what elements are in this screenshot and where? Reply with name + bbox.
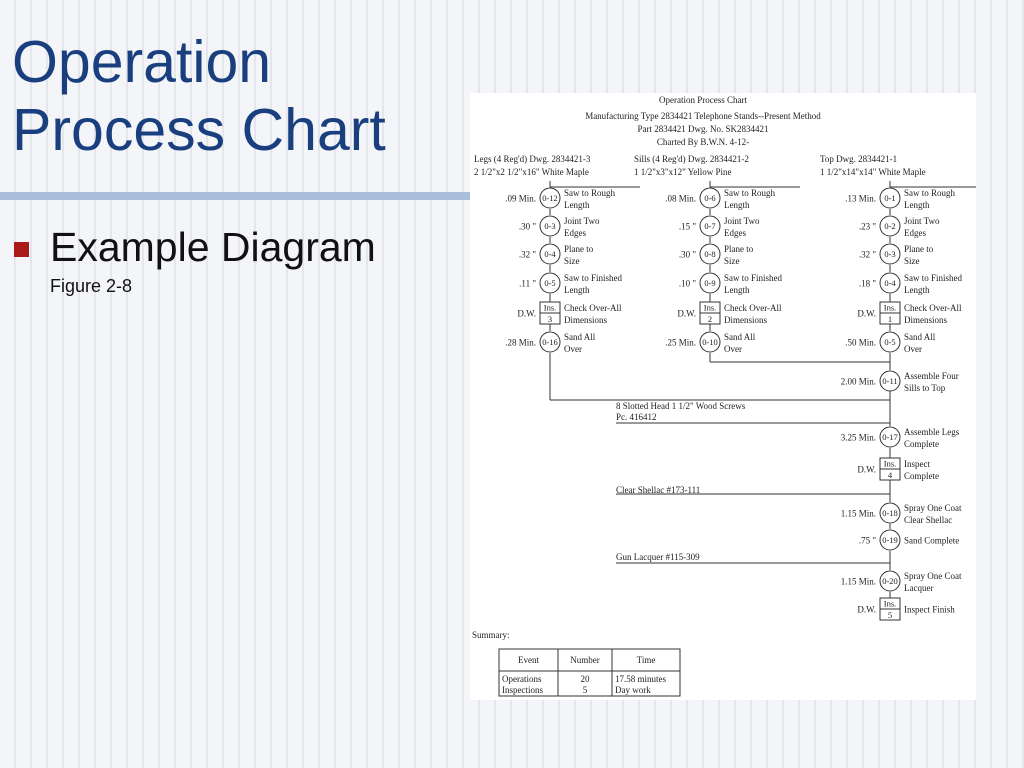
- step-description: Spray One Coat: [904, 503, 962, 513]
- material-feed-label: Pc. 416412: [616, 412, 657, 422]
- operation-code: 0-12: [542, 193, 558, 204]
- step-description: Edges: [564, 228, 586, 238]
- operation-process-chart: [470, 93, 976, 700]
- step-description: Length: [564, 200, 590, 210]
- operation-code: 0-5: [884, 337, 896, 348]
- column-heading: 1 1/2"x3"x12" Yellow Pine: [634, 167, 732, 177]
- step-description: Sand Complete: [904, 535, 960, 546]
- summary-cell: Inspections: [502, 685, 543, 695]
- summary-header: Number: [570, 655, 600, 665]
- column-heading: Top Dwg. 2834421-1: [820, 154, 898, 164]
- step-description: Complete: [904, 471, 939, 481]
- step-time: .30 ": [678, 249, 696, 260]
- inspection-code: 2: [707, 314, 713, 324]
- process-chart-figure: [470, 93, 976, 700]
- operation-code: 0-1: [884, 193, 896, 204]
- step-description: Saw to Rough: [564, 188, 616, 198]
- step-description: Saw to Rough: [904, 188, 956, 198]
- step-description: Sills to Top: [904, 383, 946, 393]
- operation-code: 0-8: [704, 249, 716, 260]
- step-description: Saw to Rough: [724, 188, 776, 198]
- step-description: Sand All: [564, 332, 596, 342]
- figure-caption: Figure 2-8: [50, 276, 133, 296]
- step-description: Sand All: [724, 332, 756, 342]
- step-description: Dimensions: [904, 315, 948, 325]
- step-time: 3.25 Min.: [840, 432, 876, 443]
- step-description: Joint Two: [564, 216, 600, 226]
- step-description: Sand All: [904, 332, 936, 342]
- step-description: Inspect Finish: [904, 604, 955, 615]
- material-feed-label: Gun Lacquer #115-309: [616, 552, 700, 562]
- summary-header: Event: [518, 655, 539, 665]
- step-description: Assemble Legs: [904, 427, 960, 437]
- step-time: .11 ": [519, 278, 536, 289]
- inspection-code: Ins.: [543, 302, 557, 313]
- step-description: Saw to Finished: [904, 273, 963, 283]
- step-time: .25 Min.: [665, 337, 696, 348]
- chart-header-line: Part 2834421 Dwg. No. SK2834421: [637, 124, 769, 134]
- operation-code: 0-2: [884, 221, 896, 232]
- step-time: .32 ": [858, 249, 876, 260]
- operation-code: 0-7: [704, 221, 716, 232]
- summary-cell: 17.58 minutes: [615, 674, 666, 684]
- operation-code: 0-4: [884, 278, 896, 289]
- step-description: Plane to: [724, 244, 754, 254]
- chart-header-line: Operation Process Chart: [659, 95, 747, 105]
- operation-code: 0-19: [882, 535, 898, 546]
- step-description: Plane to: [564, 244, 594, 254]
- column-heading: 1 1/2"x14"x14" White Maple: [820, 167, 926, 177]
- step-description: Joint Two: [724, 216, 760, 226]
- summary-label: Summary:: [472, 630, 510, 640]
- summary-cell: 20: [580, 674, 590, 684]
- operation-code: 0-10: [702, 337, 718, 348]
- step-description: Check Over-All: [564, 303, 622, 313]
- step-time: .09 Min.: [505, 193, 536, 204]
- inspection-code: 4: [887, 470, 893, 480]
- step-description: Size: [724, 256, 740, 266]
- step-description: Length: [724, 200, 750, 210]
- step-time: D.W.: [517, 308, 536, 319]
- title-divider: [0, 192, 470, 200]
- step-description: Edges: [904, 228, 926, 238]
- operation-code: 0-4: [544, 249, 556, 260]
- step-description: Edges: [724, 228, 746, 238]
- step-description: Joint Two: [904, 216, 940, 226]
- step-description: Over: [724, 344, 742, 354]
- step-description: Over: [564, 344, 582, 354]
- step-time: D.W.: [677, 308, 696, 319]
- material-feed-label: Clear Shellac #173-111: [616, 485, 701, 495]
- step-description: Inspect: [904, 459, 930, 469]
- inspection-code: Ins.: [703, 302, 717, 313]
- step-time: .10 ": [678, 278, 696, 289]
- step-time: D.W.: [857, 464, 876, 475]
- column-heading: 2 1/2"x2 1/2"x16" White Maple: [474, 167, 589, 177]
- step-time: .08 Min.: [665, 193, 696, 204]
- step-time: .18 ": [858, 278, 876, 289]
- step-time: .15 ": [678, 221, 696, 232]
- step-description: Size: [904, 256, 920, 266]
- step-description: Length: [904, 200, 930, 210]
- chart-header-line: Charted By B.W.N. 4-12-: [656, 137, 750, 147]
- step-description: Length: [904, 285, 930, 295]
- chart-header-line: Manufacturing Type 2834421 Telephone Stands--Present Method: [585, 111, 821, 121]
- step-description: Check Over-All: [904, 303, 962, 313]
- operation-code: 0-6: [704, 193, 716, 204]
- step-description: Check Over-All: [724, 303, 782, 313]
- inspection-code: Ins.: [883, 302, 897, 313]
- step-description: Clear Shellac: [904, 515, 953, 525]
- operation-code: 0-20: [882, 576, 898, 587]
- step-time: 2.00 Min.: [840, 376, 876, 387]
- step-description: Lacquer: [904, 583, 934, 593]
- summary-cell: Day work: [615, 685, 651, 695]
- bullet-text: Example Diagram: [50, 224, 376, 270]
- inspection-code: Ins.: [883, 458, 897, 469]
- slide-title: Operation Process Chart: [12, 29, 386, 163]
- step-description: Dimensions: [724, 315, 768, 325]
- step-time: 1.15 Min.: [840, 508, 876, 519]
- step-time: .30 ": [518, 221, 536, 232]
- step-description: Complete: [904, 439, 939, 449]
- operation-code: 0-16: [542, 337, 558, 348]
- inspection-code: Ins.: [883, 598, 897, 609]
- operation-code: 0-11: [882, 376, 898, 387]
- step-time: D.W.: [857, 308, 876, 319]
- step-description: Assemble Four: [904, 371, 959, 381]
- step-time: .32 ": [518, 249, 536, 260]
- inspection-code: 5: [887, 610, 893, 620]
- column-heading: Legs (4 Reg'd) Dwg. 2834421-3: [474, 154, 591, 164]
- bullet-marker: [14, 242, 29, 257]
- operation-code: 0-18: [882, 508, 898, 519]
- step-description: Saw to Finished: [724, 273, 783, 283]
- step-description: Length: [724, 285, 750, 295]
- step-description: Dimensions: [564, 315, 608, 325]
- step-time: .28 Min.: [505, 337, 536, 348]
- step-time: 1.15 Min.: [840, 576, 876, 587]
- operation-code: 0-3: [884, 249, 896, 260]
- operation-code: 0-9: [704, 278, 716, 289]
- operation-code: 0-17: [882, 432, 898, 443]
- column-heading: Sills (4 Reg'd) Dwg. 2834421-2: [634, 154, 749, 164]
- step-time: D.W.: [857, 604, 876, 615]
- inspection-code: 3: [547, 314, 553, 324]
- step-description: Over: [904, 344, 922, 354]
- summary-cell: 5: [582, 685, 588, 695]
- summary-cell: Operations: [502, 674, 542, 684]
- material-feed-label: 8 Slotted Head 1 1/2" Wood Screws: [616, 401, 746, 411]
- step-description: Plane to: [904, 244, 934, 254]
- step-time: .75 ": [858, 535, 876, 546]
- step-time: .23 ": [858, 221, 876, 232]
- summary-header: Time: [636, 655, 656, 665]
- step-description: Saw to Finished: [564, 273, 623, 283]
- step-time: .13 Min.: [845, 193, 876, 204]
- operation-code: 0-5: [544, 278, 556, 289]
- step-description: Spray One Coat: [904, 571, 962, 581]
- inspection-code: 1: [887, 314, 893, 324]
- step-description: Length: [564, 285, 590, 295]
- step-description: Size: [564, 256, 580, 266]
- operation-code: 0-3: [544, 221, 556, 232]
- step-time: .50 Min.: [845, 337, 876, 348]
